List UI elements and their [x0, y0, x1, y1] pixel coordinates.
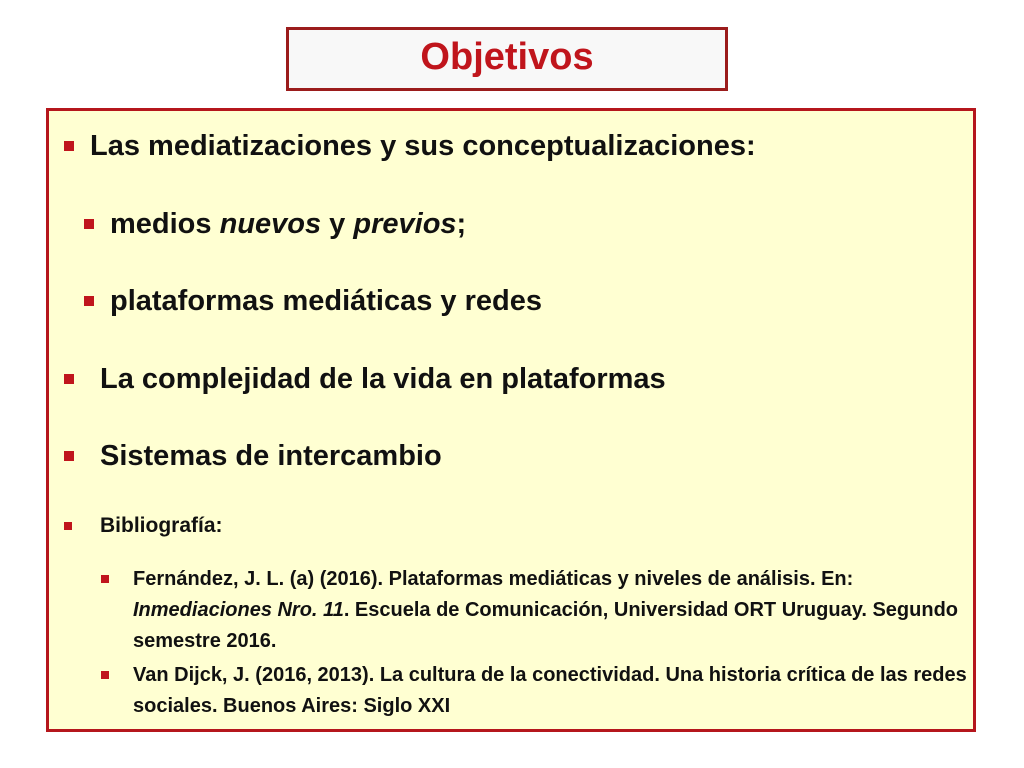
- bullet-mediatizaciones: [64, 129, 756, 163]
- bullet-complejidad: [64, 362, 666, 396]
- square-bullet-icon: [64, 374, 74, 384]
- bullet-text: La complejidad de la vida en plataformas: [100, 363, 666, 395]
- bullet-plataformas: [84, 284, 542, 318]
- reference-vandijck: [101, 660, 973, 722]
- bullet-text: Bibliografía:: [100, 514, 223, 537]
- square-bullet-icon: [64, 522, 72, 530]
- bullet-medios: [84, 207, 466, 241]
- reference-text: Fernández, J. L. (a) (2016). Plataformas mediáticas y niveles de análisis. En: Inmediaciones Nro. 11. Escuela de Comunicación, Universidad ORT Uruguay. Segundo semestre 2016.: [133, 568, 959, 652]
- bullet-text: Sistemas de intercambio: [100, 440, 442, 472]
- title-box: [286, 27, 728, 91]
- square-bullet-icon: [101, 671, 109, 679]
- reference-text: Van Dijck, J. (2016, 2013). La cultura de la conectividad. Una historia crítica de las redes sociales. Buenos Aires: Siglo XXI: [133, 664, 967, 717]
- bullet-sistemas: [64, 439, 442, 473]
- bullet-text: Las mediatizaciones y sus conceptualizaciones:: [90, 130, 756, 162]
- content-panel: [46, 108, 976, 732]
- square-bullet-icon: [84, 296, 94, 306]
- square-bullet-icon: [101, 575, 109, 583]
- bullet-text: medios nuevos y previos;: [110, 208, 467, 240]
- bullet-bibliografia: [64, 510, 223, 542]
- reference-fernandez: [101, 564, 973, 657]
- bullet-text: plataformas mediáticas y redes: [110, 285, 542, 317]
- square-bullet-icon: [84, 219, 94, 229]
- slide-title: Objetivos: [420, 35, 594, 78]
- square-bullet-icon: [64, 451, 74, 461]
- square-bullet-icon: [64, 141, 74, 151]
